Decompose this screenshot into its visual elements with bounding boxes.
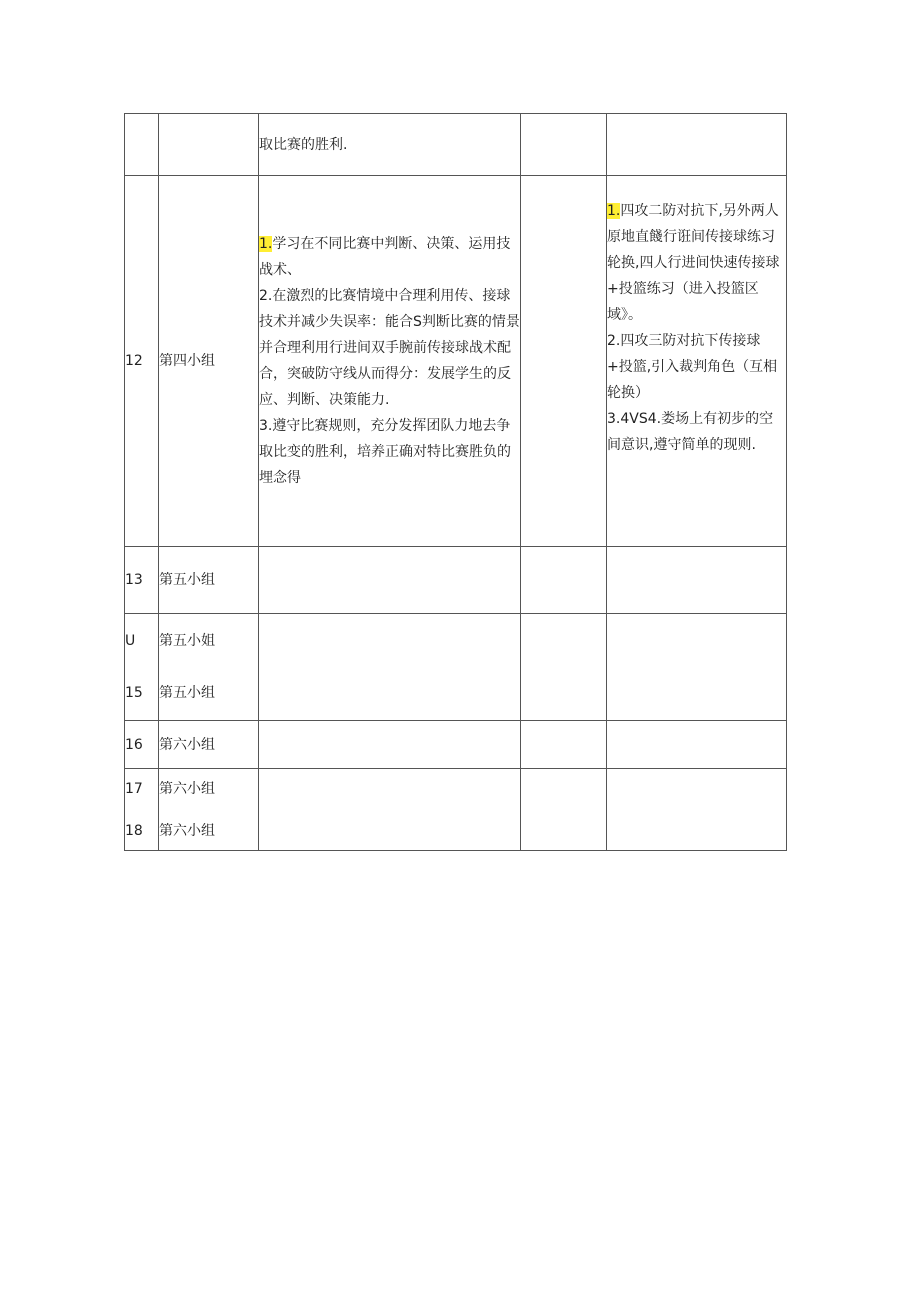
empty-cell [521, 769, 607, 851]
group-name: 第五小姐 [159, 633, 215, 649]
group-cell: 第四小组 [159, 176, 259, 547]
practice-item: 域》。 [607, 307, 642, 323]
empty-cell [607, 614, 787, 721]
empty-cell [607, 721, 787, 769]
group-name: 第五小组 [159, 685, 215, 701]
group-cell [159, 769, 259, 851]
highlighted-marker: 1. [259, 236, 273, 252]
table-row [125, 176, 787, 547]
row-number: 15 [125, 685, 143, 701]
group-name: 第六小组 [159, 780, 215, 797]
group-cell [159, 114, 259, 176]
empty-cell [259, 614, 521, 721]
empty-cell [607, 547, 787, 614]
empty-cell [259, 769, 521, 851]
row-number: 17 [125, 780, 143, 797]
group-cell [159, 614, 259, 721]
goal-cell [259, 176, 521, 547]
row-number: U [125, 633, 136, 649]
goal-item: 2.在激烈的比赛情境中合理利用传、接球技术并减少失误率：能合S判断比赛的情景并合理利用行进间双手腕前传接球战术配合，突破防守线从而得分：发展学生的反应、判断、决策能力. [259, 288, 520, 408]
practice-item: 3.4VS4.娄场上有初步的空间意识,遵守简单的现则. [607, 411, 774, 453]
empty-cell [259, 547, 521, 614]
practice-item: 1.四攻二防对抗下,另外两人原地直餞行诳间传接球练习轮换,四人行进间快速传接球+投篮练习（进入投篮区 [607, 203, 780, 297]
goal-cell: 取比赛的胜利. [259, 114, 521, 176]
table-row [125, 721, 787, 769]
group-name: 第六小组 [159, 822, 215, 839]
table-row [125, 547, 787, 614]
table-row [125, 614, 787, 721]
table-row [125, 769, 787, 851]
goal-item: 1.学习在不同比赛中判断、决策、运用技战术、 [259, 236, 511, 278]
goal-item: 3.遵守比赛规则，充分发挥团队力地去争取比变的胜利，培养正确对特比赛胜负的埋念得 [259, 418, 511, 486]
practice-cell [607, 176, 787, 547]
row-number-cell [125, 614, 159, 721]
empty-cell [607, 769, 787, 851]
table-row [125, 114, 787, 176]
empty-cell [521, 176, 607, 547]
highlighted-marker: 1. [607, 203, 621, 219]
lesson-plan-table [124, 113, 787, 851]
empty-cell [521, 547, 607, 614]
empty-cell [607, 114, 787, 176]
row-number-cell [125, 769, 159, 851]
row-number-cell: 12 [125, 176, 159, 547]
group-cell: 第五小组 [159, 547, 259, 614]
row-number: 18 [125, 822, 143, 839]
practice-item: 2.四攻三防对抗下传接球+投篮,引入裁判角色（互相轮换） [607, 333, 778, 401]
group-cell: 第六小组 [159, 721, 259, 769]
empty-cell [521, 721, 607, 769]
empty-cell [259, 721, 521, 769]
row-number-cell: 16 [125, 721, 159, 769]
empty-cell [521, 614, 607, 721]
empty-cell [521, 114, 607, 176]
row-number-cell: 13 [125, 547, 159, 614]
row-number-cell [125, 114, 159, 176]
